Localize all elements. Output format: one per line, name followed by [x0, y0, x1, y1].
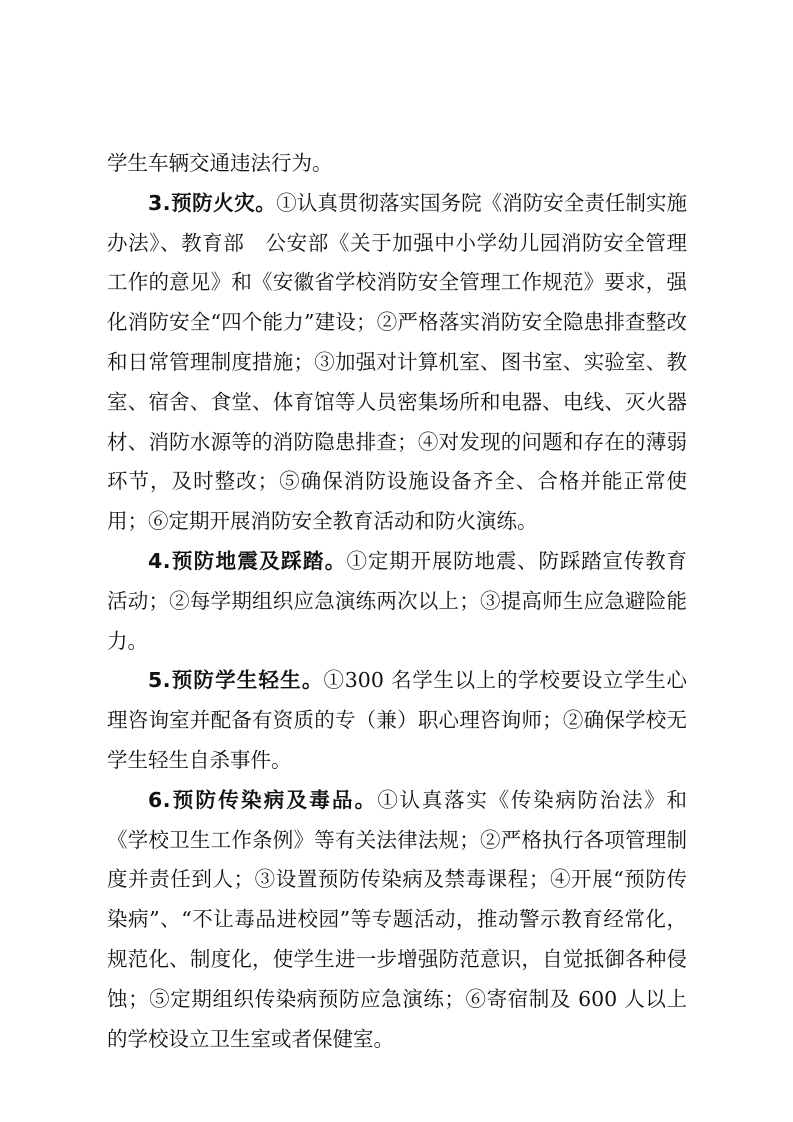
- paragraph-text: ①300 名学生以上的学校要设立学生心理咨询室并配备有资质的专（兼）职心理咨询师；②确保学校无学生轻生自杀事件。: [107, 668, 687, 772]
- section-heading: 3.预防火灾。: [148, 190, 277, 215]
- paragraph-continuation: [107, 144, 687, 184]
- paragraph-text: ①认真落实《传染病防治法》和《学校卫生工作条例》等有关法律法规；②严格执行各项管理制度并责任到人；③设置预防传染病及禁毒课程；④开展“预防传染病”、“不让毒品进校园”等专题活动，推动警示教育经常化，规范化、制度化，使学生进一步增强防范意识，自觉抵御各种侵蚀；⑤定期组织传染病预防应急演练；⑥寄宿制及 600 人以上的学校设立卫生室或者保健室。: [107, 787, 687, 1051]
- paragraph-text: ①认真贯彻落实国务院《消防安全责任制实施办法》、教育部 公安部《关于加强中小学幼儿园消防安全管理工作的意见》和《安徽省学校消防安全管理工作规范》要求，强化消防安全“四个能力”建设；②严格落实消防安全隐患排查整改和日常管理制度措施；③加强对计算机室、图书室、实验室、教室、宿舍、食堂、体育馆等人员密集场所和电器、电线、灭火器材、消防水源等的消防隐患排查；④对发现的问题和存在的薄弱环节，及时整改；⑤确保消防设施设备齐全、合格并能正常使用；⑥定期开展消防安全教育活动和防火演练。: [107, 190, 687, 534]
- paragraph-text: ①定期开展防地震、防踩踏宣传教育活动；②每学期组织应急演练两次以上；③提高师生应急避险能力。: [107, 548, 687, 653]
- document-body: [107, 144, 687, 1059]
- paragraph-earthquake-stampede: [107, 542, 687, 661]
- paragraph-fire-prevention: [107, 184, 687, 542]
- section-heading: 4.预防地震及踩踏。: [148, 548, 347, 573]
- section-heading: 6.预防传染病及毒品。: [148, 787, 378, 812]
- paragraph-text: 学生车辆交通违法行为。: [107, 151, 333, 175]
- section-heading: 5.预防学生轻生。: [148, 668, 324, 693]
- paragraph-disease-drugs: [107, 781, 687, 1060]
- paragraph-student-suicide: [107, 661, 687, 780]
